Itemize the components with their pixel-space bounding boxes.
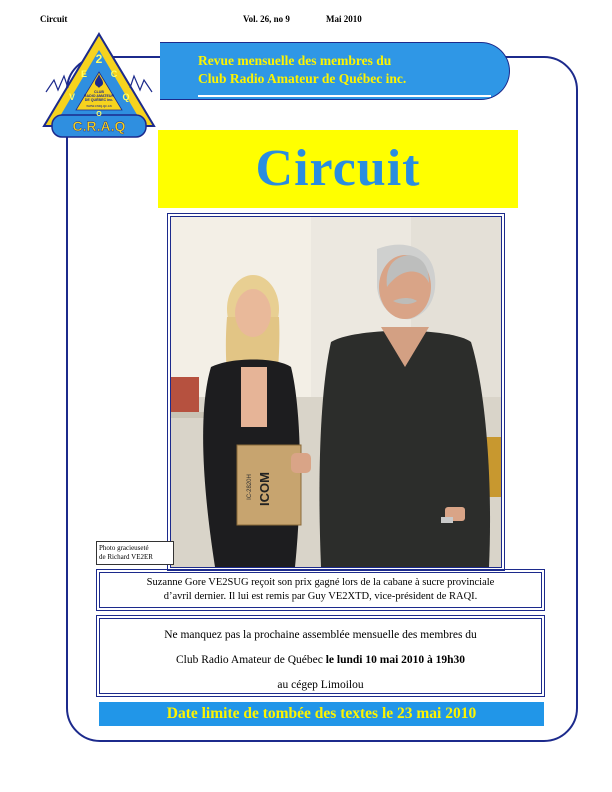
logo-letter-o: O — [96, 111, 102, 118]
logo-url: www.craq.qc.ca — [86, 104, 112, 108]
photo-credit — [96, 541, 174, 565]
meeting-line-1: Ne manquez pas la prochaine assemblée mensuelle des membres du — [164, 629, 477, 641]
logo-letter-2: 2 — [95, 52, 103, 66]
cover-photo — [170, 216, 502, 568]
banner-rule — [198, 95, 491, 97]
meeting-line-3: au cégep Limoilou — [277, 679, 364, 691]
photo-scene — [171, 217, 501, 567]
logo-callsign: C.R.A.Q — [72, 118, 126, 134]
meeting-notice — [99, 618, 542, 694]
meeting-datetime: le lundi 10 mai 2010 à 19h30 — [325, 654, 466, 666]
subtitle-banner — [160, 42, 510, 100]
photo-caption — [99, 572, 542, 608]
photo-credit-line-2: de Richard VE2ER — [99, 553, 153, 561]
box-model: IC-2820H — [247, 474, 253, 500]
banner-line-2: Club Radio Amateur de Québec inc. — [198, 71, 407, 86]
box-brand: ICOM — [257, 472, 272, 506]
logo-letter-e: E — [80, 69, 88, 79]
header-volume: Vol. 26, no 9 — [243, 14, 290, 24]
header-publication: Circuit — [40, 14, 68, 24]
page-title: Circuit — [255, 140, 421, 197]
banner-line-1: Revue mensuelle des membres du — [198, 53, 392, 68]
meeting-club: Club Radio Amateur de Québec — [175, 654, 326, 666]
meeting-line-2 — [100, 648, 541, 673]
logo-letter-c: C — [110, 69, 118, 79]
craq-logo — [40, 30, 158, 140]
logo-letter-v: V — [68, 92, 76, 102]
logo-center-line-3: DE QUÉBEC inc. — [84, 98, 114, 102]
logo-center-line-1: CLUB — [94, 90, 104, 94]
logo-center-line-2: RADIO AMATEUR — [83, 94, 115, 98]
header-date: Mai 2010 — [326, 14, 362, 24]
logo-letter-q: Q — [122, 92, 130, 102]
photo-credit-line-1: Photo gracieuseté — [99, 544, 149, 552]
caption-line-1: Suzanne Gore VE2SUG reçoit son prix gagné lors de la cabane à sucre provinciale — [146, 577, 495, 588]
caption-line-2: d’avril dernier. Il lui est remis par Guy VE2XTD, vice-président de RAQI. — [163, 591, 478, 602]
deadline-banner: Date limite de tombée des textes le 23 mai 2010 — [99, 702, 544, 726]
title-box — [158, 130, 518, 208]
